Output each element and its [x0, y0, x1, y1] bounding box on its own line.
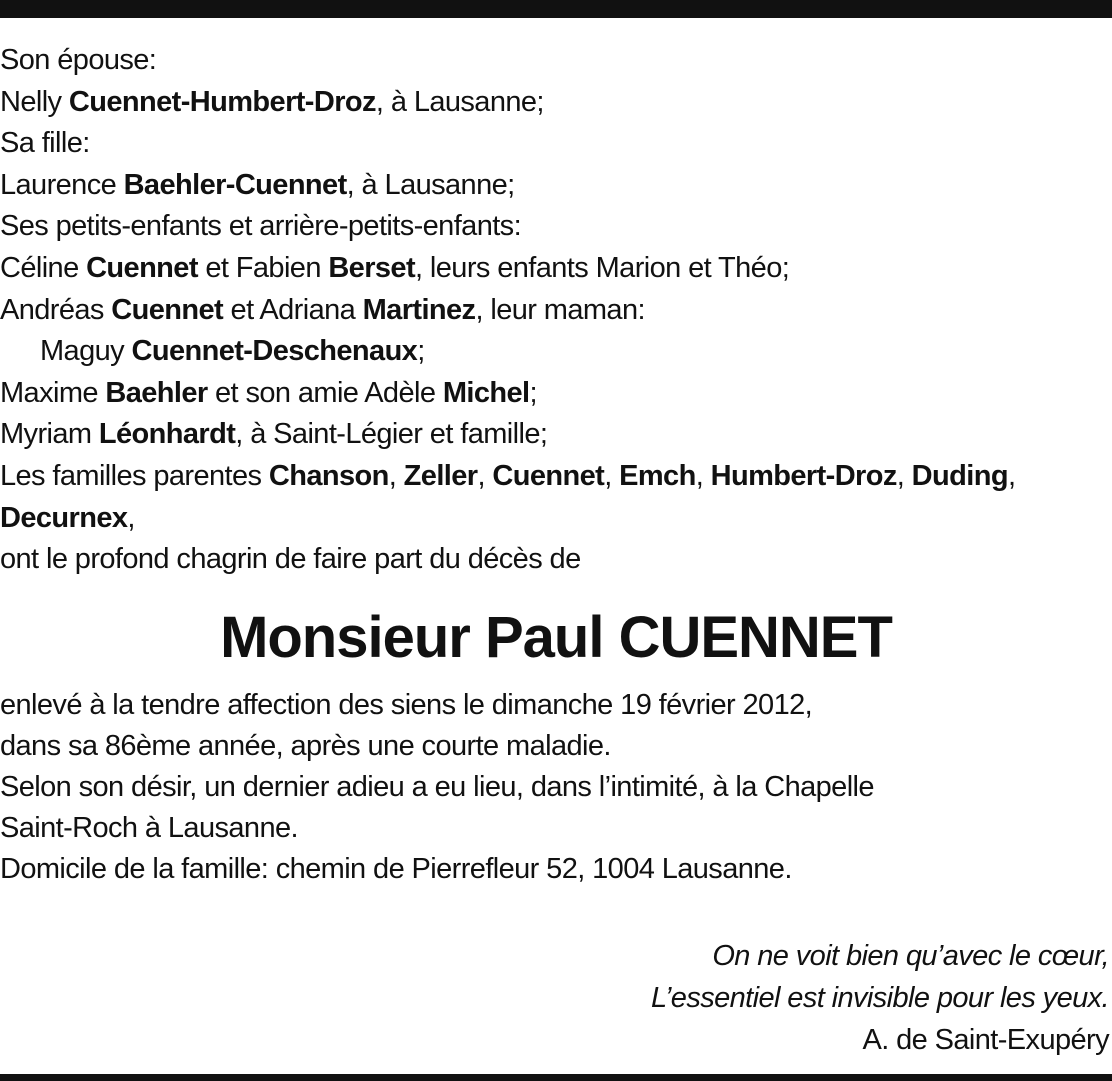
celine-surname: Cuennet [86, 251, 198, 284]
celine-children: , leurs enfants Marion et Théo; [415, 251, 790, 284]
grandchild-line-maxime [0, 373, 1108, 415]
chapel-line: Saint-Roch à Lausanne. [0, 812, 298, 844]
spouse-heading-text: Son épouse: [0, 44, 157, 76]
celine-first-name: Céline [0, 251, 87, 284]
death-date-line: enlevé à la tendre affection des siens le dimanche 19 février 2012, [0, 689, 813, 721]
grandchild-line-andreas [0, 290, 1108, 332]
family-name-humbert-droz: Humbert-Droz [710, 459, 897, 492]
quote-author: A. de Saint-Exupéry [862, 1024, 1109, 1056]
related-families-line [0, 456, 1108, 539]
daughter-location: , à Lausanne; [346, 168, 515, 201]
grandchildren-heading [0, 206, 1108, 248]
maguy-surname: Cuennet-Deschenaux [131, 335, 418, 368]
spouse-heading [0, 40, 1108, 82]
maxime-surname: Baehler [105, 376, 208, 409]
family-separator: , [695, 459, 711, 492]
quote-line-1: On ne voit bien qu’avec le cœur, [712, 940, 1109, 972]
quote-block [651, 935, 1109, 1061]
adriana-surname: Martinez [362, 293, 476, 326]
fabien-first-name: et Fabien [197, 251, 329, 284]
spouse-line [0, 82, 1108, 124]
spouse-first-name: Nelly [0, 85, 69, 118]
spouse-surname: Cuennet-Humbert-Droz [68, 85, 376, 118]
grandchild-line-celine [0, 248, 1108, 290]
myriam-line [0, 414, 1108, 456]
myriam-first-name: Myriam [0, 418, 99, 451]
family-separator: , [388, 459, 404, 492]
family-name-decurnex: Decurnex [0, 501, 128, 534]
family-separator: , [1007, 459, 1016, 492]
fabien-surname: Berset [328, 251, 415, 284]
family-announcement [0, 40, 1108, 581]
myriam-location: , à Saint-Légier et famille; [235, 418, 548, 451]
family-name-emch: Emch [619, 459, 696, 492]
maxime-punctuation: ; [529, 376, 537, 409]
daughter-heading-text: Sa fille: [0, 127, 90, 160]
maxime-first-name: Maxime [0, 376, 106, 409]
family-name-cuennet: Cuennet [492, 459, 605, 492]
quote-line-2: L’essentiel est invisible pour les yeux. [651, 982, 1109, 1014]
maguy-punctuation: ; [417, 335, 425, 368]
andreas-surname: Cuennet [111, 293, 224, 326]
announcement-text: ont le profond chagrin de faire part du décès de [0, 543, 581, 576]
adele-surname: Michel [442, 376, 530, 409]
andreas-mother-label: , leur maman: [475, 293, 645, 326]
family-name-duding: Duding [911, 459, 1008, 492]
andreas-first-name: Andréas [0, 293, 112, 326]
family-separator: , [604, 459, 620, 492]
bottom-rule [0, 1074, 1112, 1081]
maguy-line [0, 331, 1108, 373]
top-rule [0, 0, 1112, 18]
deceased-name: Monsieur Paul CUENNET [220, 605, 892, 670]
daughter-surname: Baehler-Cuennet [123, 168, 347, 201]
adele-first-name: et son amie Adèle [207, 376, 443, 409]
family-separator: , [896, 459, 912, 492]
related-families-intro: Les familles parentes [0, 459, 269, 492]
grandchildren-heading-text: Ses petits-enfants et arrière-petits-enfants: [0, 210, 522, 243]
daughter-heading [0, 123, 1108, 165]
family-address-line: Domicile de la famille: chemin de Pierrefleur 52, 1004 Lausanne. [0, 853, 792, 885]
family-separator: , [127, 501, 135, 534]
age-line: dans sa 86ème année, après une courte maladie. [0, 730, 611, 762]
daughter-line [0, 165, 1108, 207]
farewell-line: Selon son désir, un dernier adieu a eu lieu, dans l’intimité, à la Chapelle [0, 771, 874, 803]
family-name-zeller: Zeller [403, 459, 478, 492]
spouse-location: , à Lausanne; [375, 85, 544, 118]
adriana-first-name: et Adriana [223, 293, 363, 326]
maguy-first-name: Maguy [40, 335, 132, 368]
family-name-chanson: Chanson [268, 459, 389, 492]
daughter-first-name: Laurence [0, 168, 124, 201]
myriam-surname: Léonhardt [98, 418, 236, 451]
death-details [0, 685, 1108, 890]
family-separator: , [477, 459, 493, 492]
announcement-line [0, 539, 1108, 581]
